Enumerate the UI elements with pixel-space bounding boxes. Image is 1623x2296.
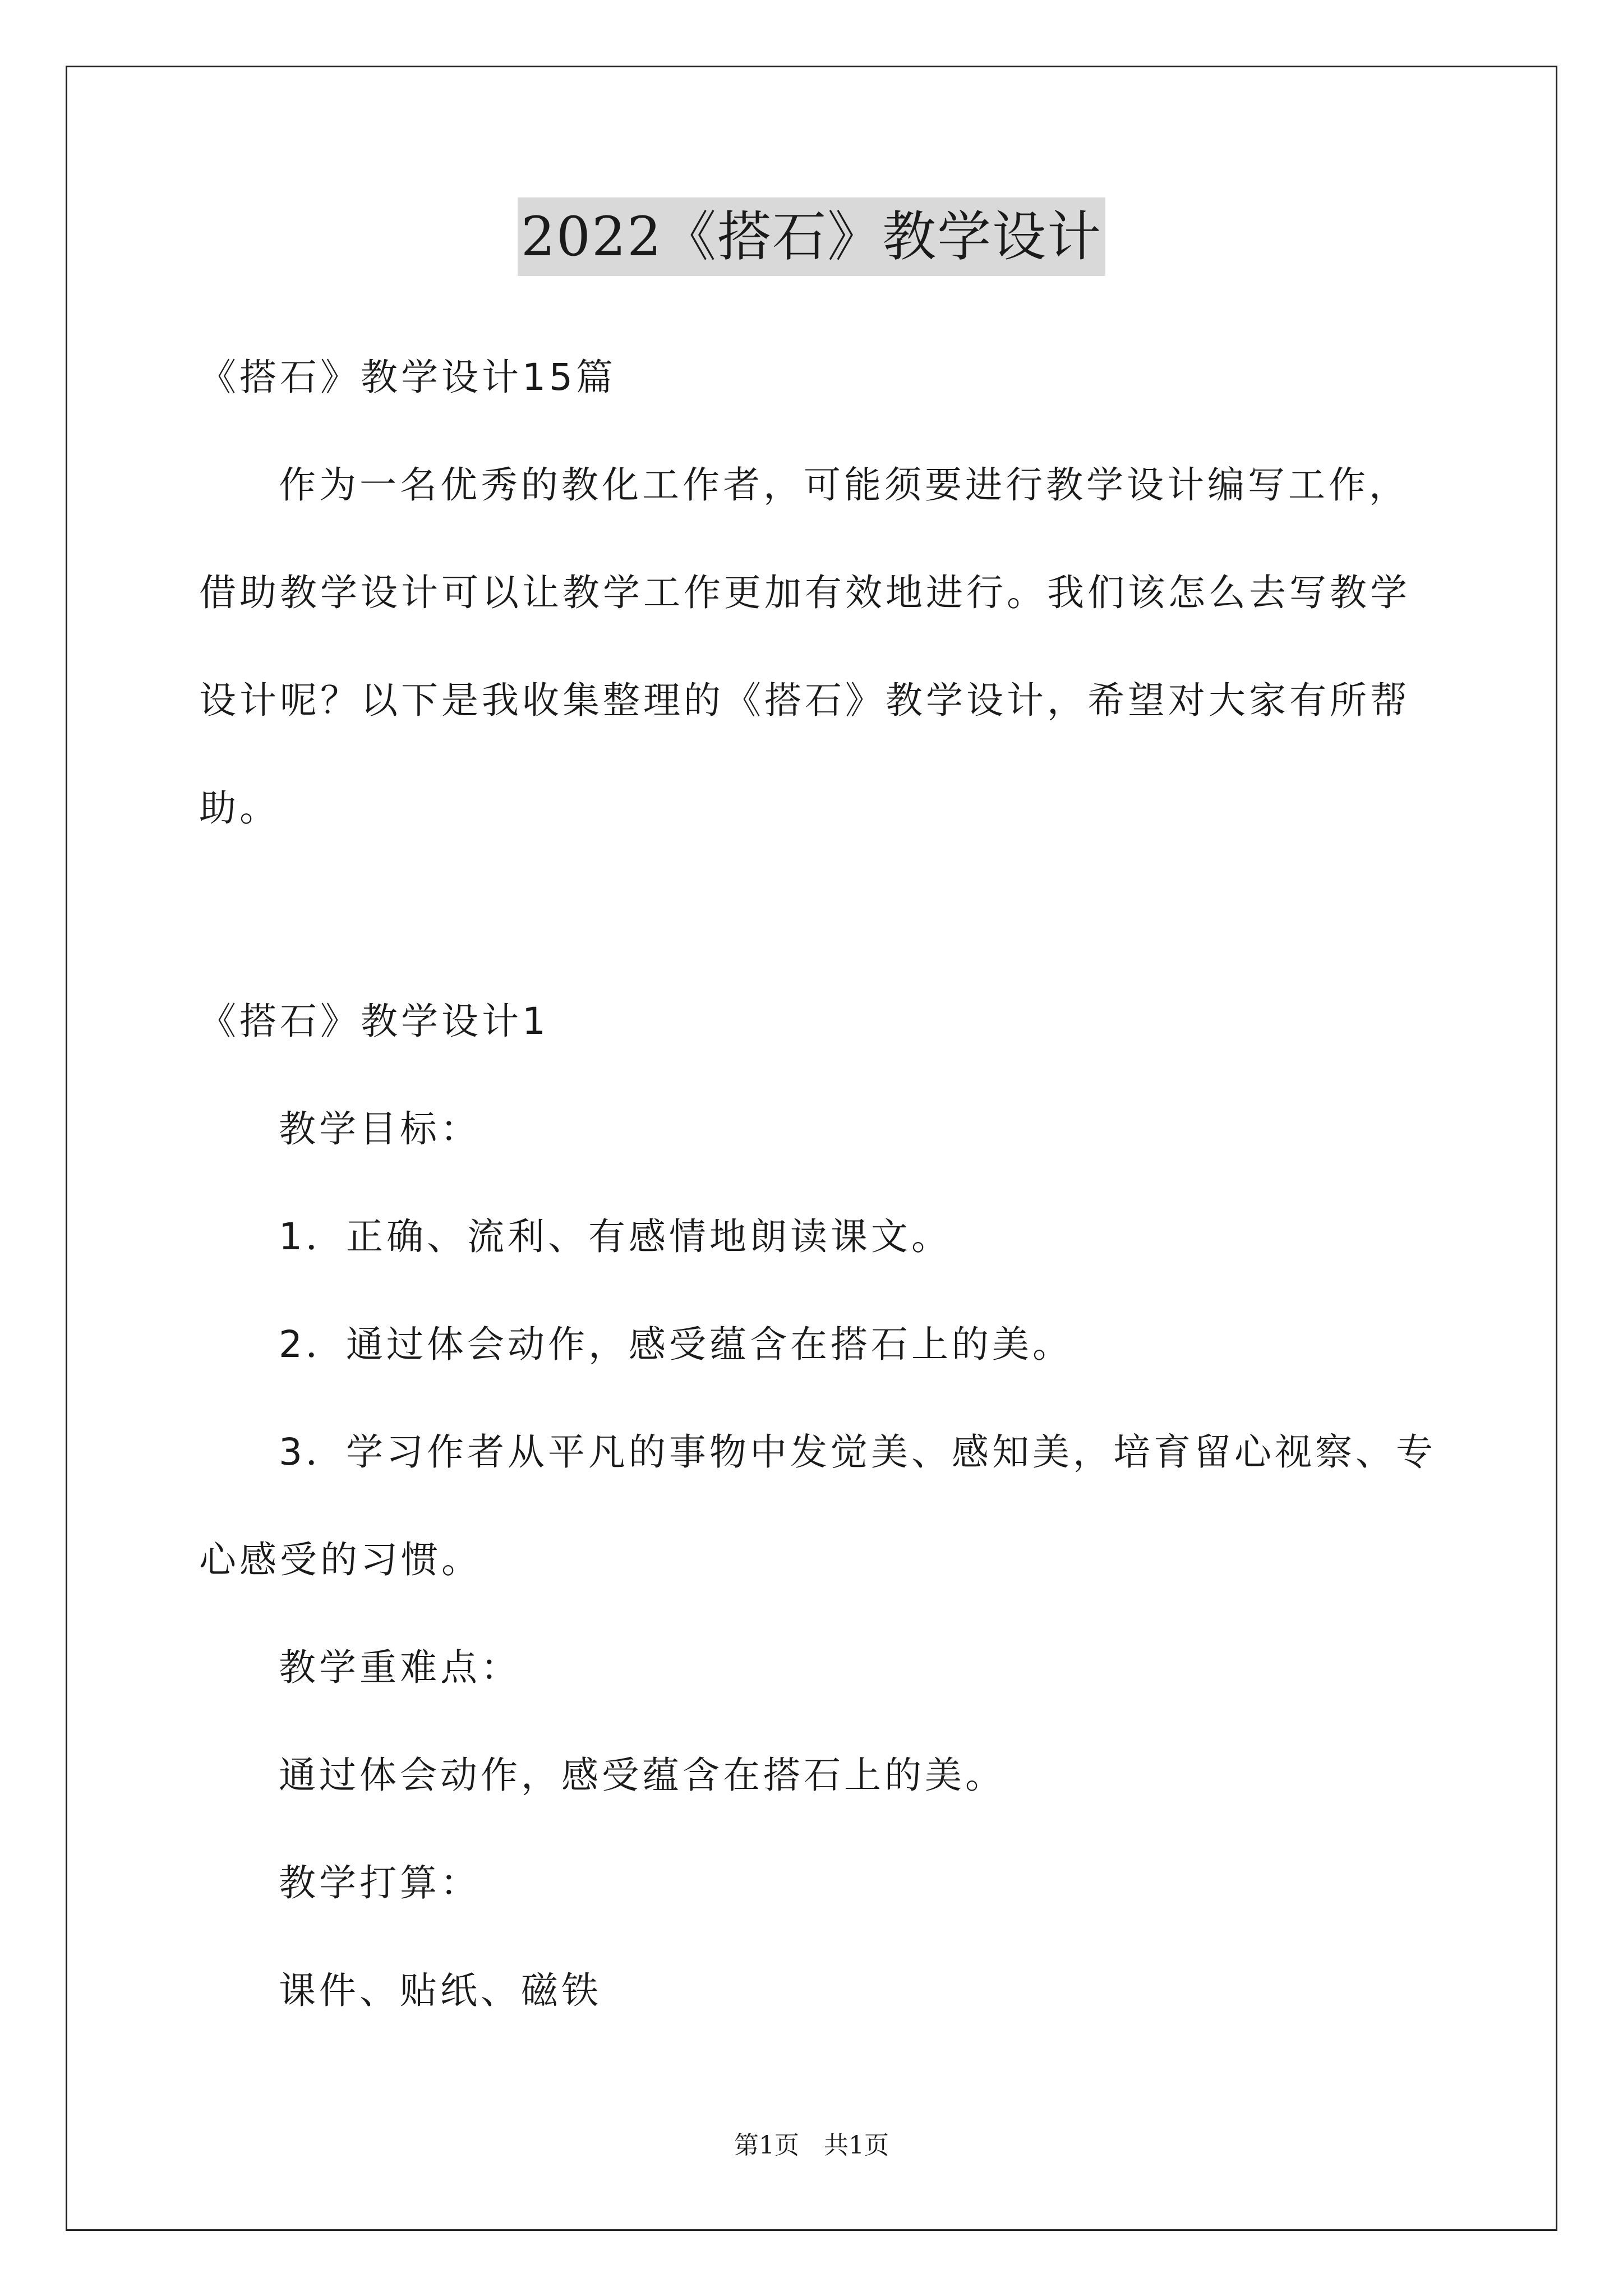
section-heading: 《搭石》教学设计1	[199, 1000, 549, 1043]
intro-line-3: 设计呢？以下是我收集整理的《搭石》教学设计，希望对大家有所帮	[199, 679, 1410, 722]
preparation-label: 教学打算：	[279, 1861, 481, 1904]
goal-item-3-cont: 心感受的习惯。	[199, 1538, 482, 1581]
goals-label: 教学目标：	[279, 1107, 481, 1151]
intro-line-4: 助。	[199, 786, 280, 830]
goal-item-3: 3．学习作者从平凡的事物中发觉美、感知美，培育留心视察、专	[279, 1430, 1436, 1474]
page-footer: 第1页 共1页	[734, 2131, 889, 2160]
goal-item-1: 1．正确、流利、有感情地朗读课文。	[279, 1215, 952, 1258]
goal-item-2: 2．通过体会动作，感受蕴含在搭石上的美。	[279, 1323, 1073, 1366]
intro-line-2: 借助教学设计可以让教学工作更加有效地进行。我们该怎么去写教学	[199, 571, 1410, 614]
document-title-wrap	[0, 197, 1623, 276]
document-subtitle: 《搭石》教学设计15篇	[199, 356, 616, 399]
document-title: 2022《搭石》教学设计	[518, 197, 1105, 276]
intro-line-1: 作为一名优秀的教化工作者，可能须要进行教学设计编写工作，	[279, 463, 1409, 507]
preparation-text: 课件、贴纸、磁铁	[279, 1969, 602, 2012]
key-points-label: 教学重难点：	[279, 1646, 521, 1689]
key-points-text: 通过体会动作，感受蕴含在搭石上的美。	[279, 1754, 1006, 1797]
